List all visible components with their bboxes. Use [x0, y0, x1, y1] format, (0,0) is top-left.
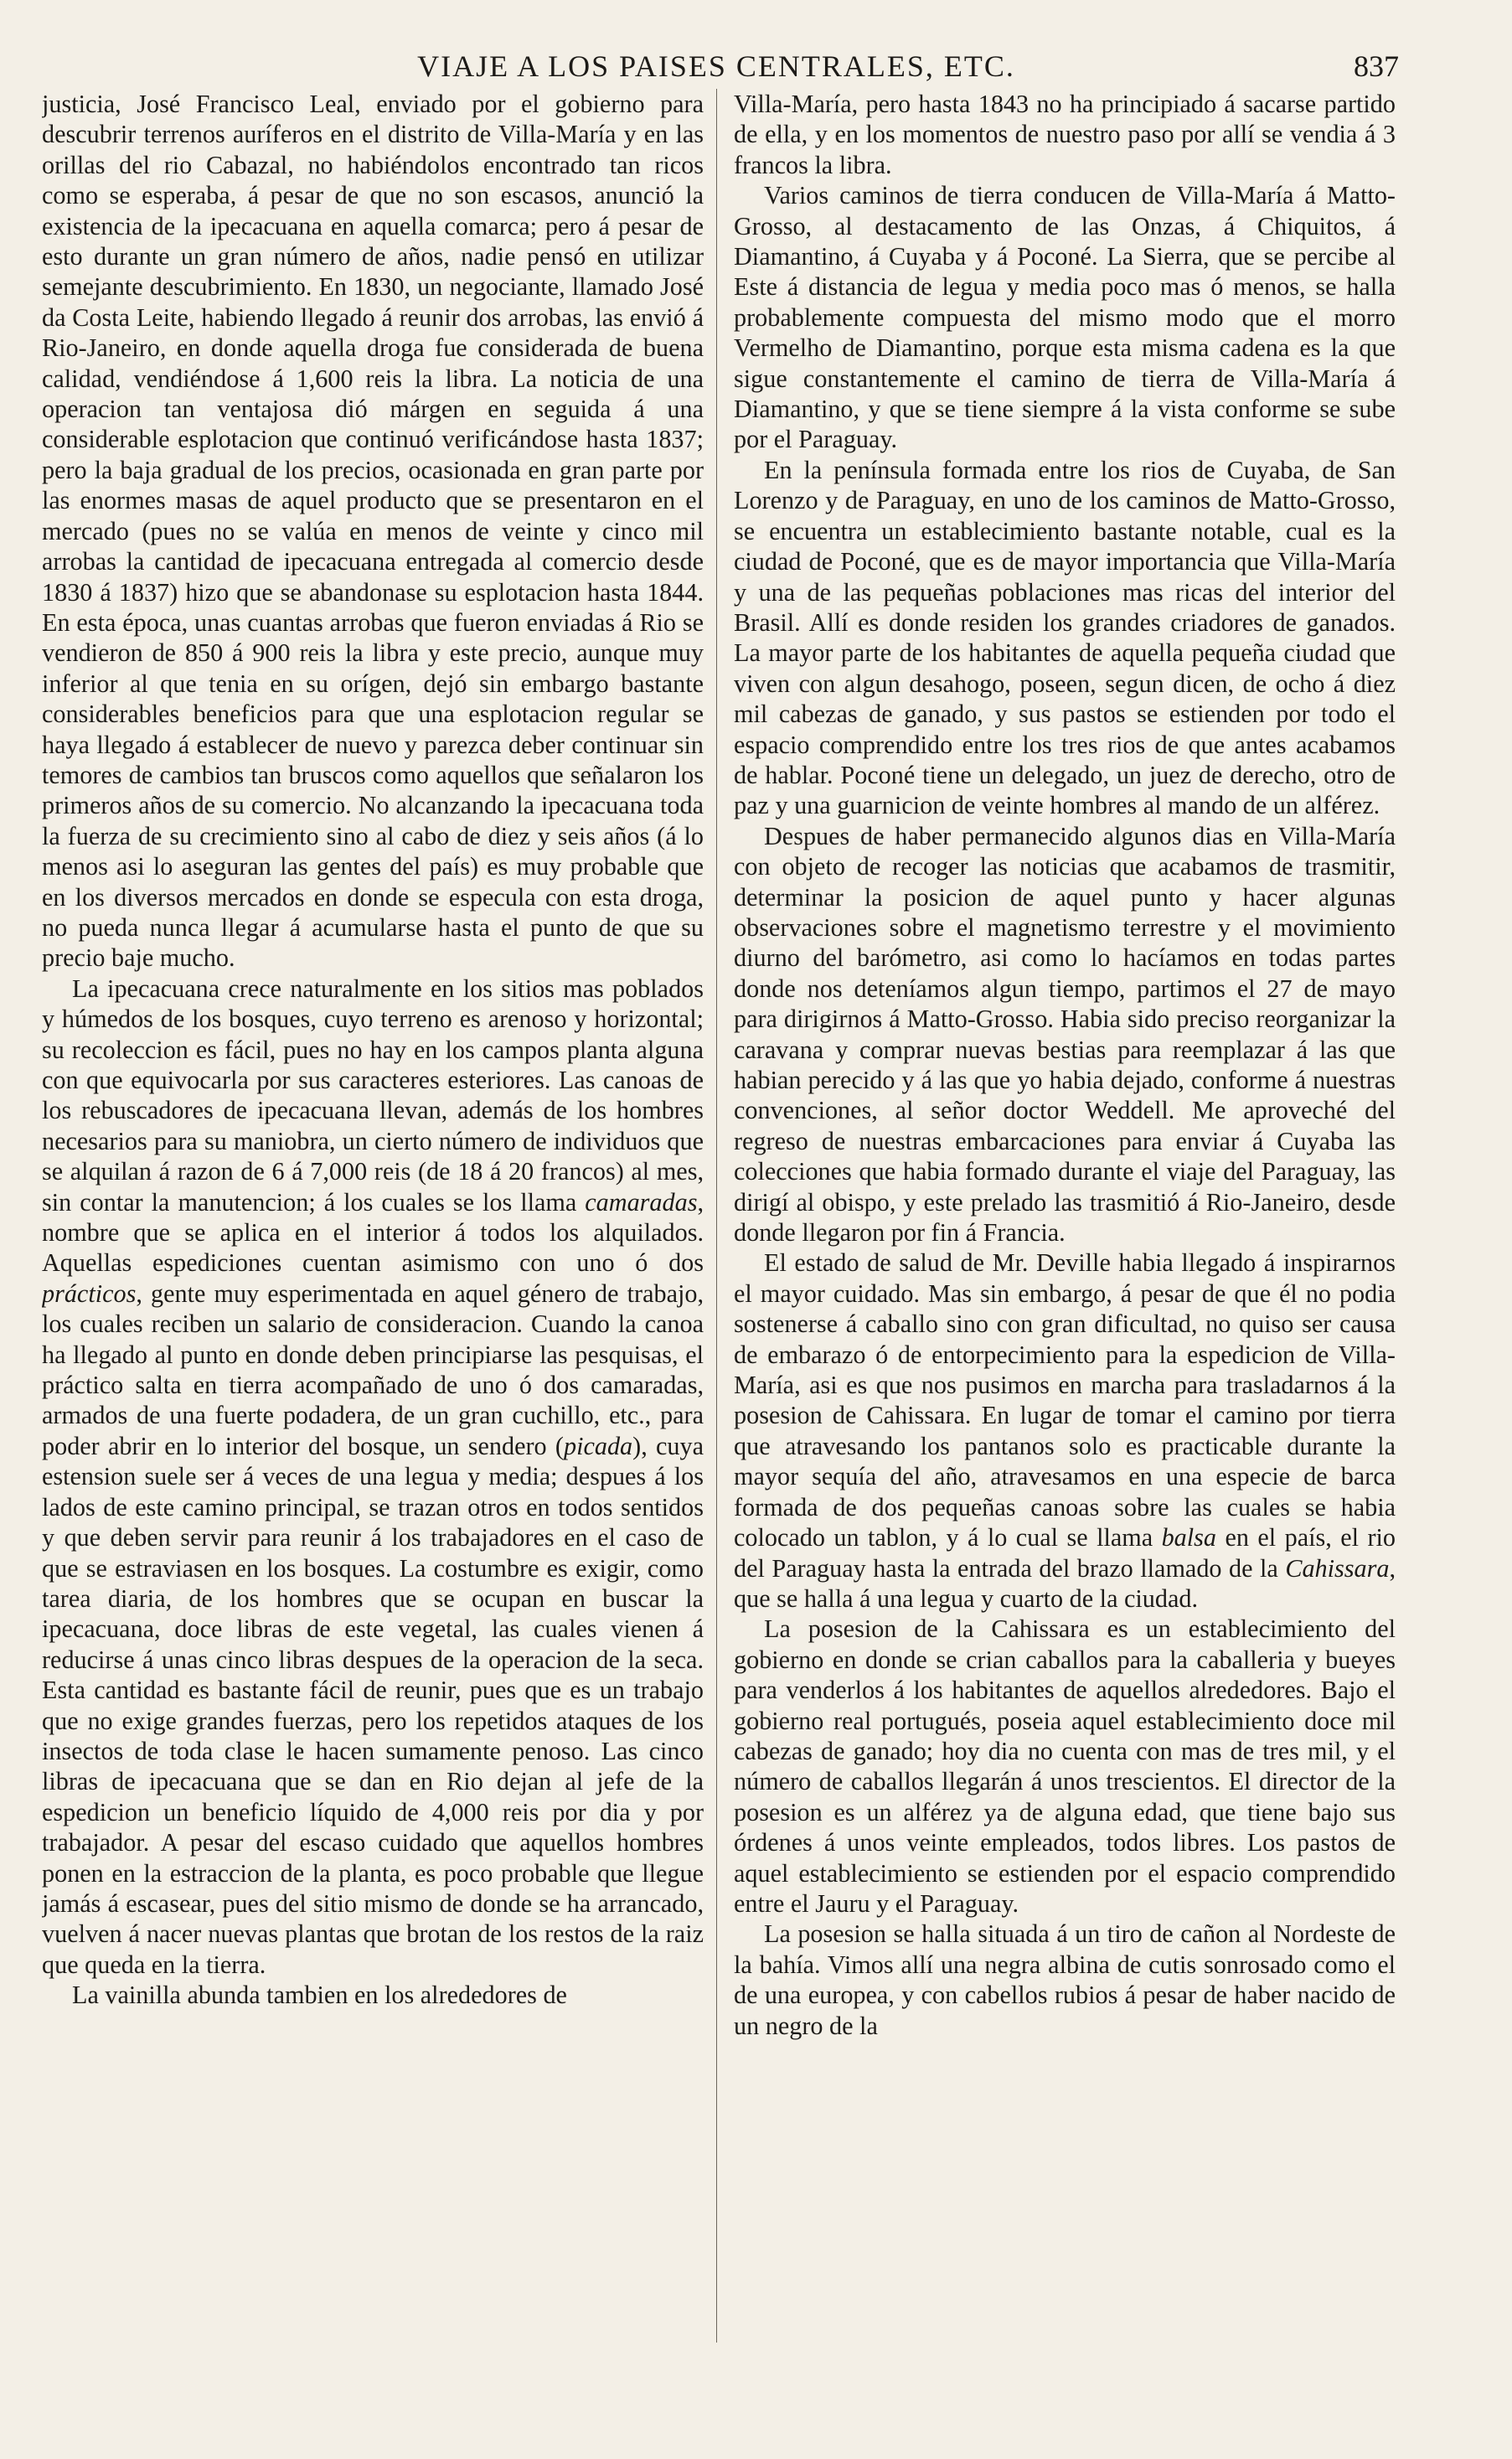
- italic-term-balsa: balsa: [1161, 1523, 1216, 1552]
- paragraph-vainilla: La vainilla abunda tambien en los alrededores de: [72, 1981, 567, 2010]
- right-column: [734, 89, 1396, 2351]
- paragraph-ipecacuana-harvest: [42, 974, 704, 1980]
- text-run: La ipecacuana crece naturalmente en los sitios mas poblados y húmedos de los bosques, cuyo terreno es arenoso y horizontal; su recoleccion es fácil, pues no hay en los campos planta alguna con que equivocarla por sus caracteres esteriores. Las canoas de los rebuscadores de ipecacuana llevan, además de los hombres necesarios para su maniobra, un cierto número de individuos que se alquilan á razon de 6 á 7,000 reis (de 18 á 20 francos) al mes, sin contar la manutencion; á los cuales se los llama: [42, 974, 704, 1217]
- paragraph-caminos: Varios caminos de tierra conducen de Villa-María á Matto-Grosso, al destacamento de las Onzas, á Chiquitos, á Diamantino, á Cuyaba y á Poconé. La Sierra, que se percibe al Este á distancia de legua y media poco mas ó menos, se halla probablemente compuesta del mismo modo que el morro Vermelho de Diamantino, porque esta misma cadena es la que sigue constantemente el camino de tierra de Villa-María á Diamantino, y que se tiene siempre á la vista conforme se sube por el Paraguay.: [734, 181, 1396, 454]
- text-run: El estado de salud de Mr. Deville habia llegado á inspirarnos el mayor cuidado. Mas sin embargo, á pesar de que él no podia sostenerse á caballo sino con gran dificultad, no quiso ser causa de embarazo ó de entorpecimiento para la espedicion de Villa-María, asi es que nos pusimos en marcha para trasladarnos á la posesion de Cahissara. En lugar de tomar el camino por tierra que atravesando los pantanos solo es practicable durante la mayor sequía del año, atravesamos en una especie de barca formada de dos pequeñas canoas sobre las cuales se habia colocado un tablon, y á lo cual se llama: [734, 1248, 1396, 1552]
- paragraph-pocone: En la península formada entre los rios de Cuyaba, de San Lorenzo y de Paraguay, en uno de los caminos de Matto-Grosso, se encuentra un establecimiento bastante notable, cual es la ciudad de Poconé, que es de mayor importancia que Villa-María y una de las pequeñas poblaciones mas ricas del interior del Brasil. Allí es donde residen los grandes criadores de ganados. La mayor parte de los habitantes de aquella pequeña ciudad que viven con algun desahogo, poseen, segun dicen, de ocho á diez mil cabezas de ganado, y sus pastos se estienden por todo el espacio comprendido entre los tres rios de que antes acabamos de hablar. Poconé tiene un delegado, un juez de derecho, otro de paz y una guarnicion de veinte hombres al mando de un alférez.: [734, 455, 1396, 820]
- paragraph-villa-maria: Villa-María, pero hasta 1843 no ha principiado á sacarse partido de ella, y en los momentos de nuestro paso por allí se vendia á 3 francos la libra.: [734, 90, 1396, 179]
- paragraph-cahissara: La posesion de la Cahissara es un establecimiento del gobierno en donde se crian caballos para la caballeria y bueyes para venderlos á los habitantes de aquellos alrededores. Bajo el gobierno real portugués, poseia aquel establecimiento doce mil cabezas de ganado; hoy dia no cuenta con mas de tres mil, y el número de caballos llegarán á unos trescientos. El director de la posesion es un alférez ya de alguna edad, que tiene bajo sus órdenes á unos veinte empleados, todos libres. Los pastos de aquel establecimiento se estienden por el espacio comprendido entre el Jauru y el Paraguay.: [734, 1614, 1396, 1918]
- text-run: en el país, el rio del Paraguay hasta la entrada del brazo llamado de la: [734, 1523, 1396, 1583]
- text-run: , gente muy esperimentada en aquel género de trabajo, los cuales reciben un salario de consideracion. Cuando la canoa ha llegado al punto en donde deben principiarse las pesquisas, el práctico salta en tierra acompañado de uno ó dos camaradas, armados de una fuerte podadera, de un gran cuchillo, etc., para poder abrir en lo interior del bosque, un sendero (: [42, 1279, 704, 1460]
- page-header: [34, 49, 1399, 87]
- italic-term-practicos: prácticos: [42, 1279, 137, 1308]
- paragraph-albina: La posesion se halla situada á un tiro de cañon al Nordeste de la bahía. Vimos allí una negra albina de cutis sonrosado como el de una europea, y con cabellos rubios á pesar de haber nacido de un negro de la: [734, 1919, 1396, 2040]
- left-column: [42, 89, 704, 2351]
- italic-term-picada: picada: [563, 1431, 633, 1460]
- text-run: , que se halla á una legua y cuarto de la ciudad.: [734, 1553, 1396, 1613]
- paragraph-deville: [734, 1248, 1396, 1614]
- text-run: ), cuya estension suele ser á veces de una legua y media; despues á los lados de este camino principal, se trazan otros en todos sentidos y que deben servir para reunir á los trabajadores en el caso de que se estraviasen en los bosques. La costumbre es exigir, como tarea diaria, de los hombres que se ocupan en buscar la ipecacuana, doce libras de este vegetal, las cuales vienen á reducirse á unas cinco libras despues de la operacion de la seca. Esta cantidad es bastante fácil de reunir, pues que es un trabajo que no exige grandes fuerzas, pero los repetidos ataques de los insectos de toda clase le hacen sumamente penoso. Las cinco libras de ipecacuana que se dan en Rio dejan al jefe de la espedicion un beneficio líquido de 4,000 reis por dia y por trabajador. A pesar del escaso cuidado que aquellos hombres ponen en la estraccion de la planta, es poco probable que llegue jamás á escasear, pues del sitio mismo de donde se ha arrancado, vuelven á nacer nuevas plantas que brotan de los restos de la raiz que queda en la tierra.: [42, 1431, 704, 1979]
- paragraph-departure: Despues de haber permanecido algunos dias en Villa-María con objeto de recoger las noticias que acabamos de trasmitir, determinar la posicion de aquel punto y hacer algunas observaciones sobre el magnetismo terrestre y el movimiento diurno del barómetro, asi como lo hacíamos en todas partes donde nos deteníamos algun tiempo, partimos el 27 de mayo para dirigirnos á Matto-Grosso. Habia sido preciso reorganizar la caravana y comprar nuevas bestias para reemplazar á las que habian perecido y á las que yo habia dejado, conforme á nuestras convenciones, al señor doctor Weddell. Me aproveché del regreso de nuestras embarcaciones para enviar á Cuyaba las colecciones que habia formado durante el viaje del Paraguay, las dirigí al obispo, y este prelado las trasmitió á Rio-Janeiro, desde donde llegaron por fin á Francia.: [734, 821, 1396, 1248]
- text-run: , nombre que se aplica en el interior á todos los alquilados. Aquellas espediciones cuentan asimismo con uno ó dos: [42, 1187, 704, 1278]
- column-divider: [716, 89, 717, 2343]
- page-number: 837: [1354, 49, 1399, 83]
- running-title: VIAJE A LOS PAISES CENTRALES, ETC.: [417, 49, 1015, 83]
- paragraph-ipecacuana-history: justicia, José Francisco Leal, enviado por el gobierno para descubrir terrenos auríferos en el distrito de Villa-María y en las orillas del rio Cabazal, no habiéndolos encontrado tan ricos como se esperaba, á pesar de que no son escasos, anunció la existencia de la ipecacuana en aquella comarca; pero á pesar de esto durante un gran número de años, nadie pensó en utilizar semejante descubrimiento. En 1830, un negociante, llamado José da Costa Leite, habiendo llegado á reunir dos arrobas, las envió á Rio-Janeiro, en donde aquella droga fue considerada de buena calidad, vendiéndose á 1,600 reis la libra. La noticia de una operacion tan ventajosa dió márgen en seguida á una considerable esplotacion que continuó verificándose hasta 1837; pero la baja gradual de los precios, ocasionada en gran parte por las enormes masas de aquel producto que se presentaron en el mercado (pues no se valúa en menos de veinte y cinco mil arrobas la cantidad de ipecacuana entregada al comercio desde 1830 á 1837) hizo que se abandonase su esplotacion hasta 1844. En esta época, unas cuantas arrobas que fueron enviadas á Rio se vendieron de 850 á 900 reis la libra y este precio, aunque muy inferior al que tenia en su orígen, dejó sin embargo bastante considerables beneficios para que una esplotacion regular se haya llegado á establecer de nuevo y parezca deber continuar sin temores de cambios tan bruscos como aquellos que señalaron los primeros años de su comercio. No alcanzando la ipecacuana toda la fuerza de su crecimiento sino al cabo de diez y seis años (á lo menos asi lo aseguran las gentes del país) es muy probable que en los diversos mercados en donde se especula con esta droga, no pueda nunca llegar á acumularse hasta el punto de que su precio baje mucho.: [42, 90, 704, 973]
- italic-term-cahissara: Cahissara: [1285, 1553, 1390, 1583]
- italic-term-camaradas: camaradas: [585, 1187, 698, 1217]
